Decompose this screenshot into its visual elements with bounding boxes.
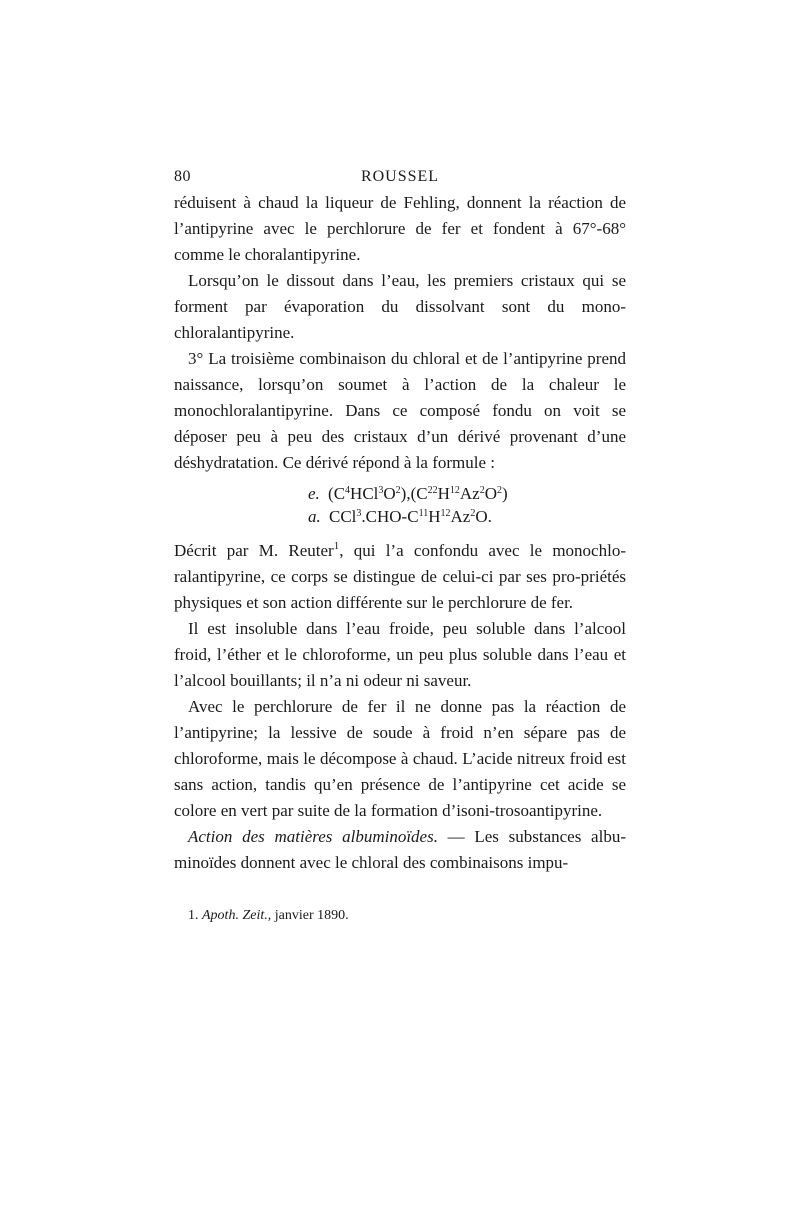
- formula-part: H: [428, 507, 441, 526]
- formula-tag-a: a.: [308, 507, 321, 526]
- paragraph-6: Avec le perchlorure de fer il ne donne pas la réaction de l’antipyrine; la lessive de soude à froid n’en sépare pas de chloroforme, mais le décompose à chaud. L’acide nitreux froid est sans action, tandis qu’en présence de l’antipyrine cet acide se colore en vert par suite de la formation d’isoni-trosoantipyrine.: [174, 697, 626, 820]
- formula-sup: 3: [356, 508, 362, 519]
- formula-part: ),(C: [400, 484, 428, 503]
- paragraph-5: Il est insoluble dans l’eau froide, peu soluble dans l’alcool froid, l’éther et le chloroforme, un peu plus soluble dans l’eau et l’alcool bouillants; il n’a ni odeur ni saveur.: [174, 619, 626, 690]
- formula-sup: 12: [440, 508, 451, 519]
- formula-sup: 2: [470, 508, 476, 519]
- footnote-source: Apoth. Zeit.: [202, 908, 268, 923]
- formula-part: H: [437, 484, 450, 503]
- paragraph-2: Lorsqu’on le dissout dans l’eau, les premiers cristaux qui se forment par évaporation du dissolvant sont du mono-chloralantipyrine.: [174, 271, 626, 342]
- page-number: 80: [174, 168, 191, 185]
- formula-tag-e: e.: [308, 484, 320, 503]
- footnote-date: , janvier 1890.: [267, 908, 349, 923]
- footnote-reference[interactable]: 1: [333, 540, 340, 552]
- formula-part: Az: [450, 507, 471, 526]
- formula-part: Az: [459, 484, 480, 503]
- formula-sup: 11: [418, 508, 429, 519]
- formula-part: O: [484, 484, 497, 503]
- body-text: [174, 190, 626, 876]
- paragraph-7: [174, 824, 626, 876]
- formula-atomic: [308, 505, 626, 528]
- paragraph-4-rest: , qui l’a confondu avec le monochlo-ralantipyrine, ce corps se distingue de celui-ci par ses pro-priétés physiques et son action différente sur le perchlorure de fer.: [174, 541, 626, 612]
- running-head-title: ROUSSEL: [360, 168, 440, 185]
- formula-sup: 2: [395, 485, 401, 496]
- paragraph-4: [174, 538, 626, 616]
- formula-part: ): [501, 484, 508, 503]
- formula-part: O: [383, 484, 396, 503]
- book-page: [174, 166, 626, 926]
- formula-part: HCl: [350, 484, 379, 503]
- formula-sup: 3: [378, 485, 384, 496]
- formula-part: O.: [475, 507, 492, 526]
- formula-sup: 4: [345, 485, 351, 496]
- formula-part: (C: [328, 484, 346, 503]
- formula-empirical: [308, 482, 626, 505]
- footnote: [174, 906, 626, 926]
- formula-part: .CHO-C: [361, 507, 419, 526]
- footnote-number: 1.: [188, 908, 199, 923]
- paragraph-4-start: Décrit par M. Reuter: [174, 541, 334, 560]
- formula-sup: 12: [449, 485, 460, 496]
- running-head: [174, 166, 626, 190]
- paragraph-3: 3° La troisième combinaison du chloral et de l’antipyrine prend naissance, lorsqu’on soumet à l’action de la chaleur le monochloralantipyrine. Dans ce composé fondu on voit se déposer peu à peu des cristaux d’un dérivé provenant d’une déshydratation. Ce dérivé répond à la formule :: [174, 349, 626, 472]
- section-heading-italic: Action des matières albuminoïdes.: [188, 827, 438, 846]
- paragraph-1: réduisent à chaud la liqueur de Fehling, donnent la réaction de l’antipyrine avec le perchlorure de fer et fondent à 67°-68° comme le choralantipyrine.: [174, 193, 626, 264]
- formula-sup: 2: [496, 485, 502, 496]
- formula-sup: 22: [427, 485, 438, 496]
- formula-sup: 2: [479, 485, 485, 496]
- paragraph-7-rest: — Les substances albu-minoïdes donnent avec le chloral des combinaisons impu-: [174, 827, 626, 872]
- formula-part: CCl: [329, 507, 357, 526]
- chemical-formula: [174, 476, 626, 538]
